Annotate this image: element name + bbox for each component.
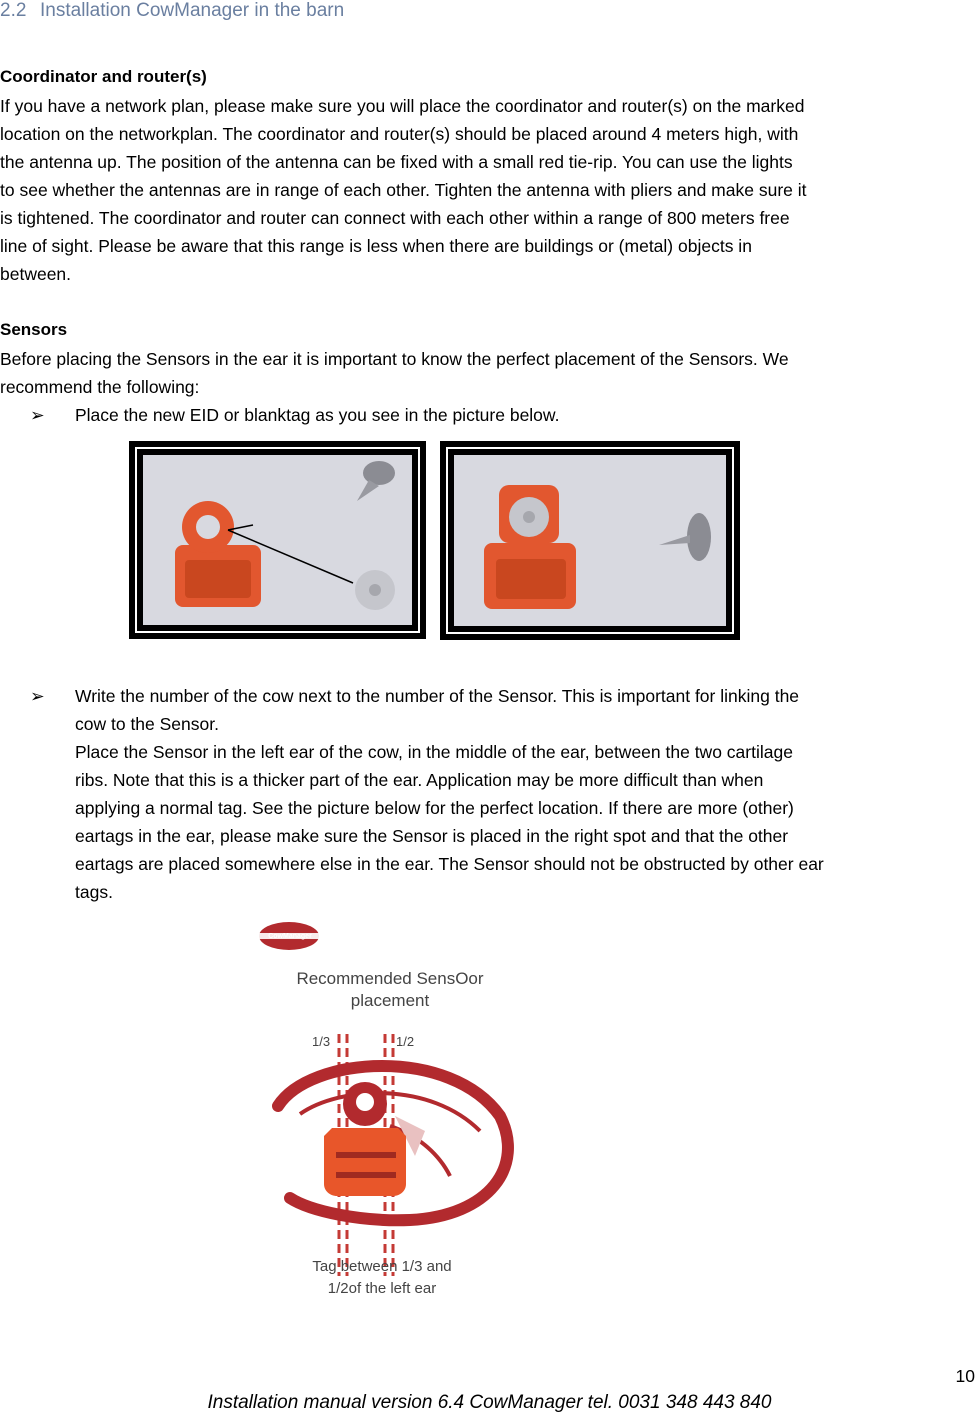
diagram-title [250,968,530,1012]
label-one-third: 1/3 [312,1034,331,1049]
paragraph-line: cow to the Sensor. [75,714,219,734]
paragraph-line: If you have a network plan, please make sure you will place the coordinator and router(s) on the marked [0,96,805,116]
bullet-text-eid: Place the new EID or blanktag as you see in the picture below. [75,405,560,425]
logo-text: CowManager [268,933,312,940]
placement-diagram [250,916,530,1306]
diagram-title-line: Recommended SensOor [296,969,484,988]
bullet-arrow-icon: ➢ [30,405,45,425]
paragraph-line: eartags are placed somewhere else in the ear. The Sensor should not be obstructed by other ear [75,854,824,874]
paragraph-line: eartags in the ear, please make sure the Sensor is placed in the right spot and that the other [75,826,789,846]
section-number: 2.2 [0,0,27,21]
diagram-caption-line: Tag between 1/3 and [312,1258,452,1275]
diagram-title-line: placement [350,991,430,1010]
photo-tag-illustration-1 [143,455,412,625]
photo-tag-placement-2 [440,441,740,640]
coordinator-paragraph [0,92,975,288]
section-title: Installation CowManager in the barn [40,0,345,21]
paragraph-line: applying a normal tag. See the picture below for the perfect location. If there are more (other) [75,798,794,818]
footer-text: Installation manual version 6.4 CowManager tel. 0031 348 443 840 [207,1392,772,1413]
label-one-half: 1/2 [396,1034,415,1049]
diagram-caption-line: 1/2of the left ear [327,1280,437,1297]
paragraph-line: recommend the following: [0,377,200,397]
paragraph-line: line of sight. Please be aware that this range is less when there are buildings or (metal) objects in [0,236,752,256]
bullet-text-sensor [75,682,975,906]
paragraph-line: tags. [75,882,113,902]
paragraph-line: ribs. Note that this is a thicker part of the ear. Application may be more difficult than when [75,770,764,790]
photo-tag-placement-1 [129,441,426,639]
paragraph-line: is tightened. The coordinator and router can connect with each other within a range of 800 meters free [0,208,790,228]
paragraph-line: Place the Sensor in the left ear of the cow, in the middle of the ear, between the two cartilage [75,742,793,762]
paragraph-line: to see whether the antennas are in range of each other. Tighten the antenna with pliers and make sure it [0,180,807,200]
paragraph-line: the antenna up. The position of the antenna can be fixed with a small red tie-rip. You can use the lights [0,152,793,172]
paragraph-line: Before placing the Sensors in the ear it is important to know the perfect placement of the Sensors. We [0,349,789,369]
diagram-caption [250,1256,514,1300]
sensors-paragraph [0,345,975,401]
paragraph-line: between. [0,264,72,284]
section-heading [0,0,344,22]
bullet-arrow-icon: ➢ [30,686,45,706]
sensors-heading: Sensors [0,320,68,339]
photo-tag-illustration-2 [454,455,726,626]
coordinator-heading: Coordinator and router(s) [0,67,207,86]
paragraph-line: location on the networkplan. The coordinator and router(s) should be placed around 4 meters high, with [0,124,799,144]
paragraph-line: Write the number of the cow next to the number of the Sensor. This is important for linking the [75,686,800,706]
page-number: 10 [955,1366,975,1386]
